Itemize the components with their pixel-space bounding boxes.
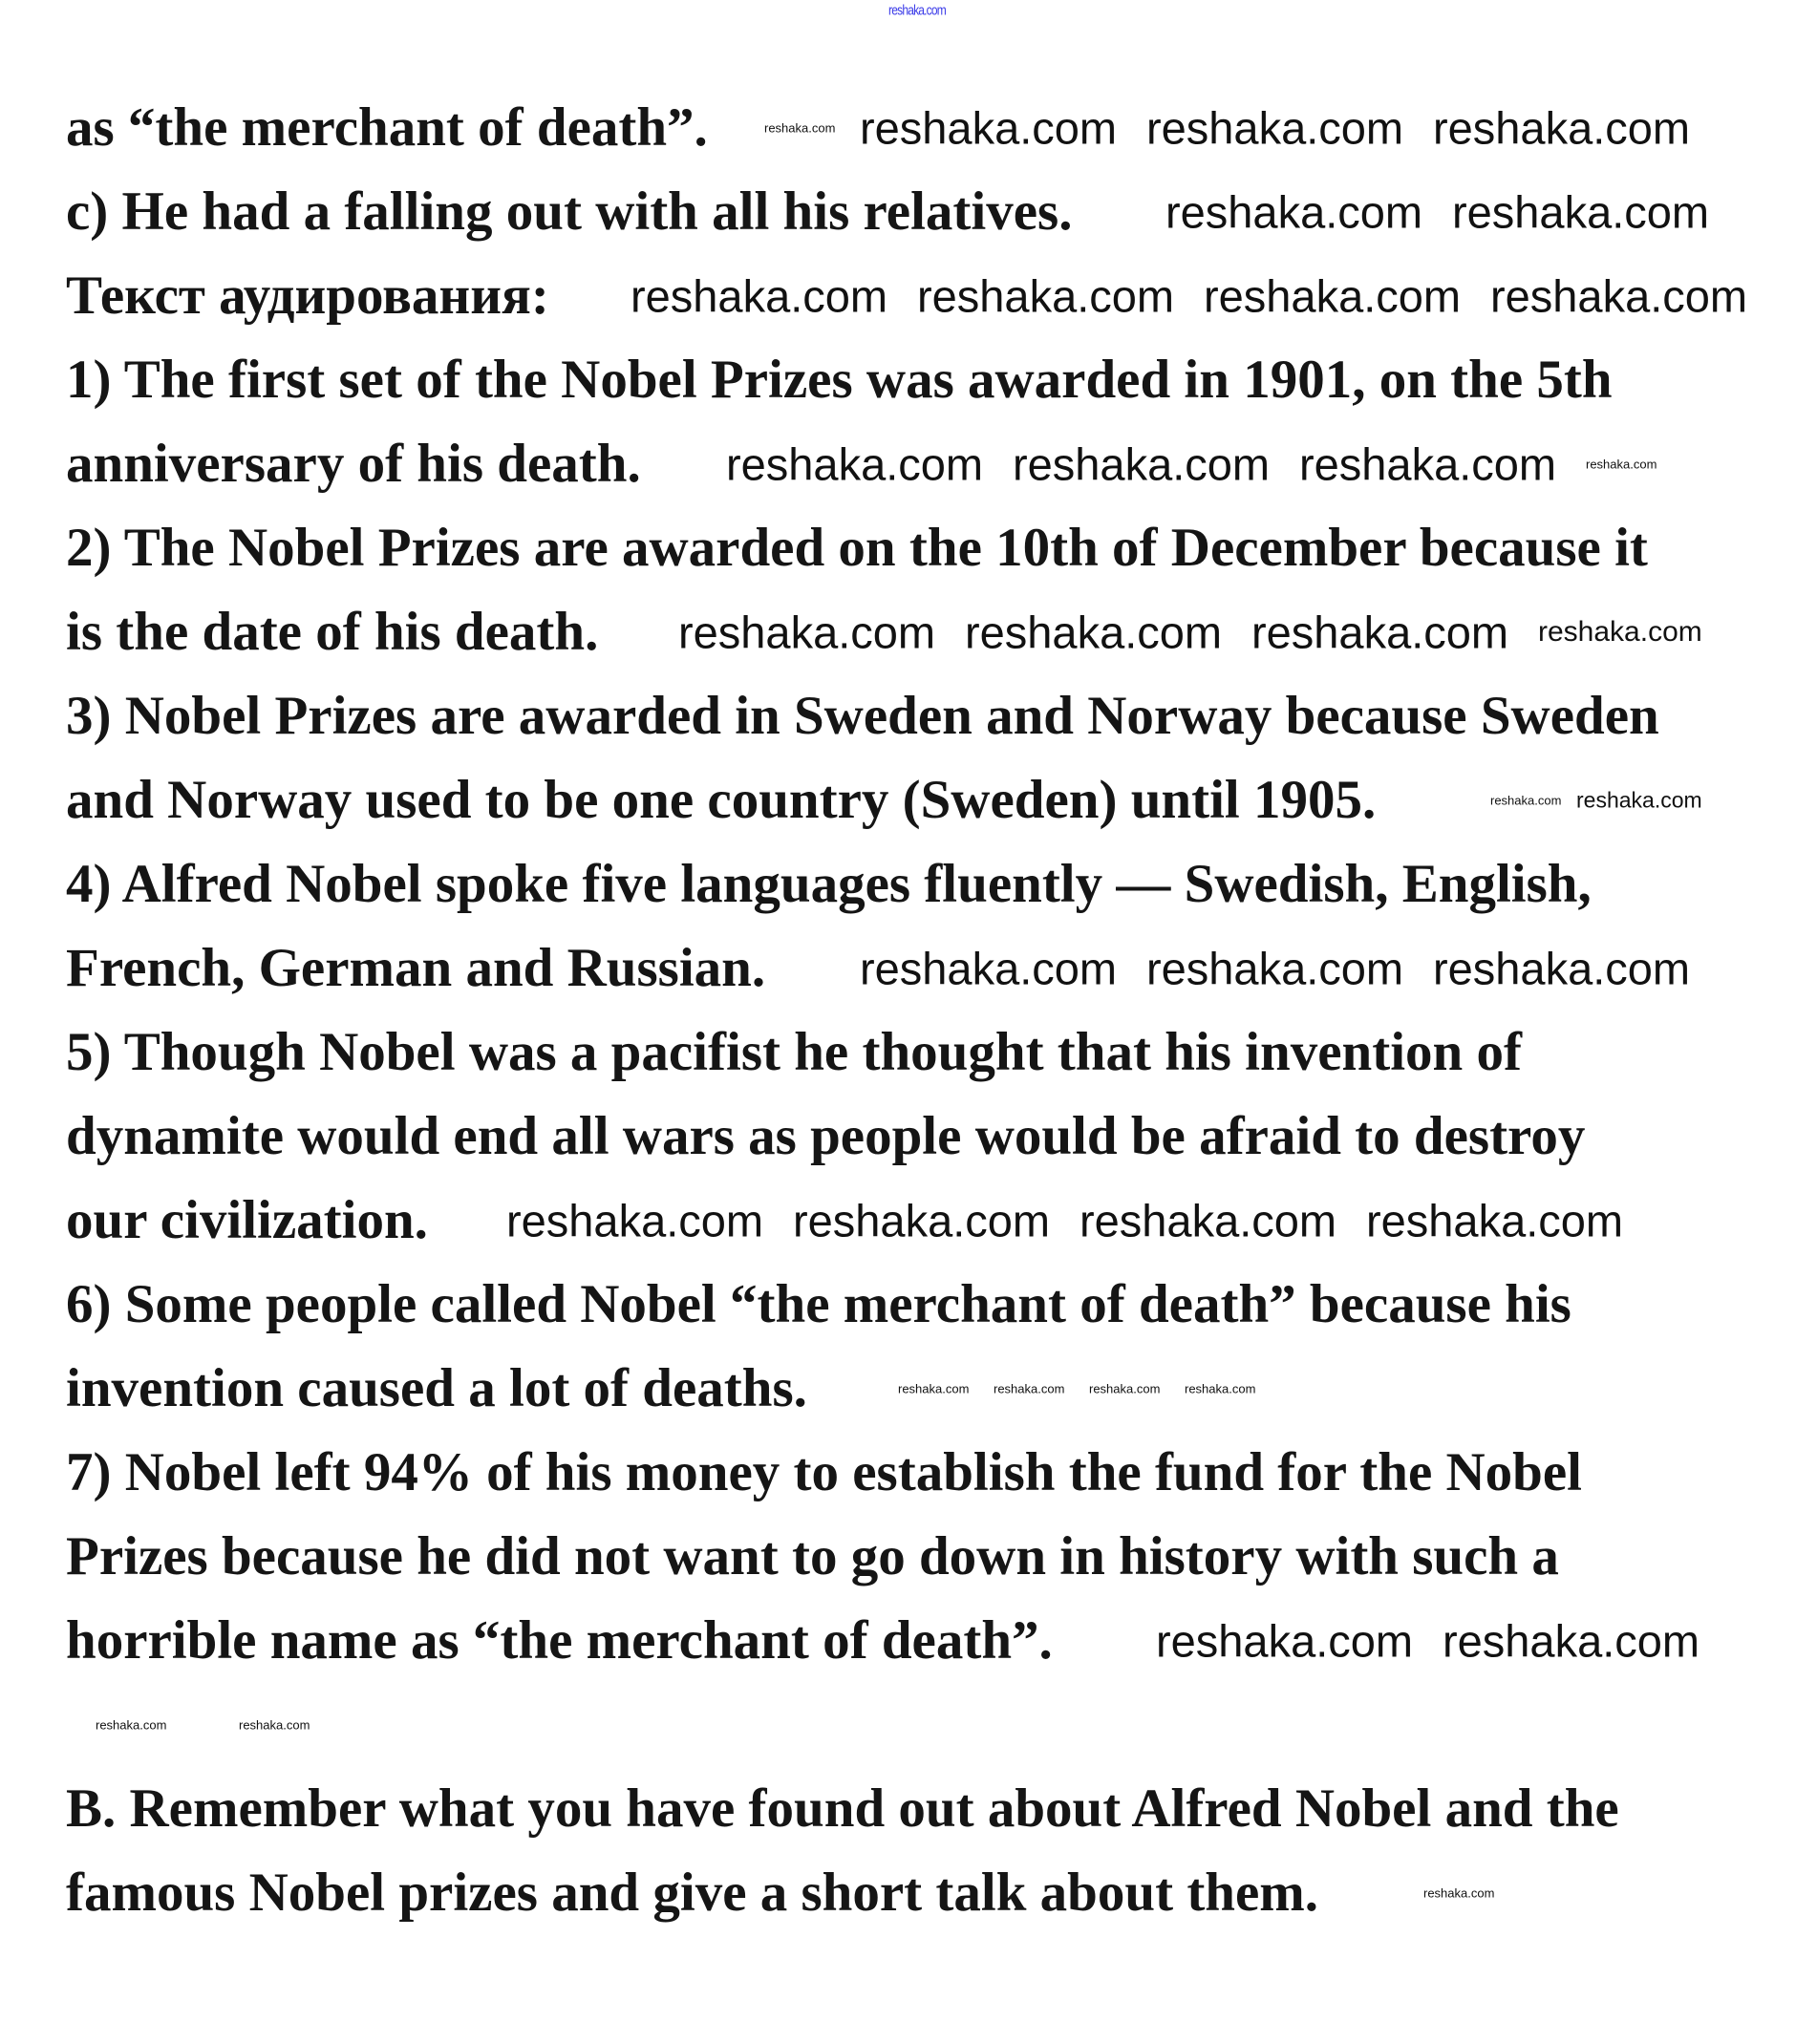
- text-line: Prizes because he did not want to go down in history with such a: [66, 1526, 1559, 1586]
- watermark: reshaka.com: [1490, 793, 1562, 808]
- text-line: horrible name as “the merchant of death”.: [66, 1610, 1053, 1671]
- watermark: reshaka.com: [860, 943, 1118, 994]
- watermark: reshaka.com: [1089, 1381, 1161, 1396]
- text-line: c) He had a falling out with all his relatives.: [66, 181, 1073, 242]
- text-line: our civilization.: [66, 1190, 428, 1250]
- watermark: reshaka.com: [1576, 787, 1702, 813]
- watermark: reshaka.com: [1146, 943, 1404, 994]
- text-line: invention caused a lot of deaths.: [66, 1358, 807, 1418]
- text-line: 5) Though Nobel was a pacifist he thought that his invention of: [66, 1022, 1522, 1082]
- watermark: reshaka.com: [678, 607, 936, 658]
- text-line: 1) The first set of the Nobel Prizes was awarded in 1901, on the 5th: [66, 350, 1613, 410]
- watermark: reshaka.com: [1443, 1615, 1700, 1667]
- watermark: reshaka.com: [1423, 1885, 1495, 1901]
- text-line: 2) The Nobel Prizes are awarded on the 10th of December because it: [66, 518, 1648, 578]
- text-line: and Norway used to be one country (Sweden) until 1905.: [66, 770, 1377, 830]
- watermark: reshaka.com: [1586, 457, 1657, 472]
- watermark-top: reshaka.com: [888, 2, 946, 19]
- watermark: reshaka.com: [1452, 186, 1710, 238]
- watermark: reshaka.com: [1204, 270, 1462, 322]
- watermark: reshaka.com: [1299, 438, 1557, 490]
- watermark: reshaka.com: [1366, 1195, 1624, 1246]
- section-heading: Текст аудирования:: [66, 266, 549, 326]
- watermark: reshaka.com: [793, 1195, 1051, 1246]
- text-line: French, German and Russian.: [66, 938, 766, 998]
- watermark: reshaka.com: [764, 120, 836, 136]
- text-line: anniversary of his death.: [66, 434, 641, 494]
- text-line: is the date of his death.: [66, 602, 599, 662]
- watermark: reshaka.com: [1433, 943, 1691, 994]
- watermark: reshaka.com: [96, 1717, 167, 1733]
- text-line: as “the merchant of death”.: [66, 97, 708, 158]
- watermark: reshaka.com: [1146, 102, 1404, 154]
- watermark: reshaka.com: [1013, 438, 1271, 490]
- text-line: 3) Nobel Prizes are awarded in Sweden and Norway because Sweden: [66, 686, 1659, 746]
- watermark: reshaka.com: [1490, 270, 1748, 322]
- text-line: 4) Alfred Nobel spoke five languages fluently — Swedish, English,: [66, 854, 1592, 914]
- watermark: reshaka.com: [1156, 1615, 1414, 1667]
- task-line: famous Nobel prizes and give a short talk about them.: [66, 1863, 1319, 1923]
- watermark: reshaka.com: [506, 1195, 764, 1246]
- watermark: reshaka.com: [1165, 186, 1423, 238]
- watermark: reshaka.com: [1538, 616, 1702, 648]
- text-line: dynamite would end all wars as people would be afraid to destroy: [66, 1106, 1586, 1166]
- watermark: reshaka.com: [1251, 607, 1509, 658]
- text-line: 6) Some people called Nobel “the merchant of death” because his: [66, 1274, 1571, 1334]
- watermark: reshaka.com: [1080, 1195, 1337, 1246]
- watermark: reshaka.com: [860, 102, 1118, 154]
- watermark: reshaka.com: [917, 270, 1175, 322]
- task-line: B. Remember what you have found out about Alfred Nobel and the: [66, 1778, 1619, 1839]
- watermark: reshaka.com: [726, 438, 984, 490]
- watermark: reshaka.com: [631, 270, 888, 322]
- text-line: 7) Nobel left 94% of his money to establish the fund for the Nobel: [66, 1442, 1583, 1502]
- watermark: reshaka.com: [965, 607, 1223, 658]
- watermark: reshaka.com: [898, 1381, 970, 1396]
- watermark: reshaka.com: [994, 1381, 1065, 1396]
- watermark: reshaka.com: [239, 1717, 310, 1733]
- watermark: reshaka.com: [1433, 102, 1691, 154]
- watermark: reshaka.com: [1185, 1381, 1256, 1396]
